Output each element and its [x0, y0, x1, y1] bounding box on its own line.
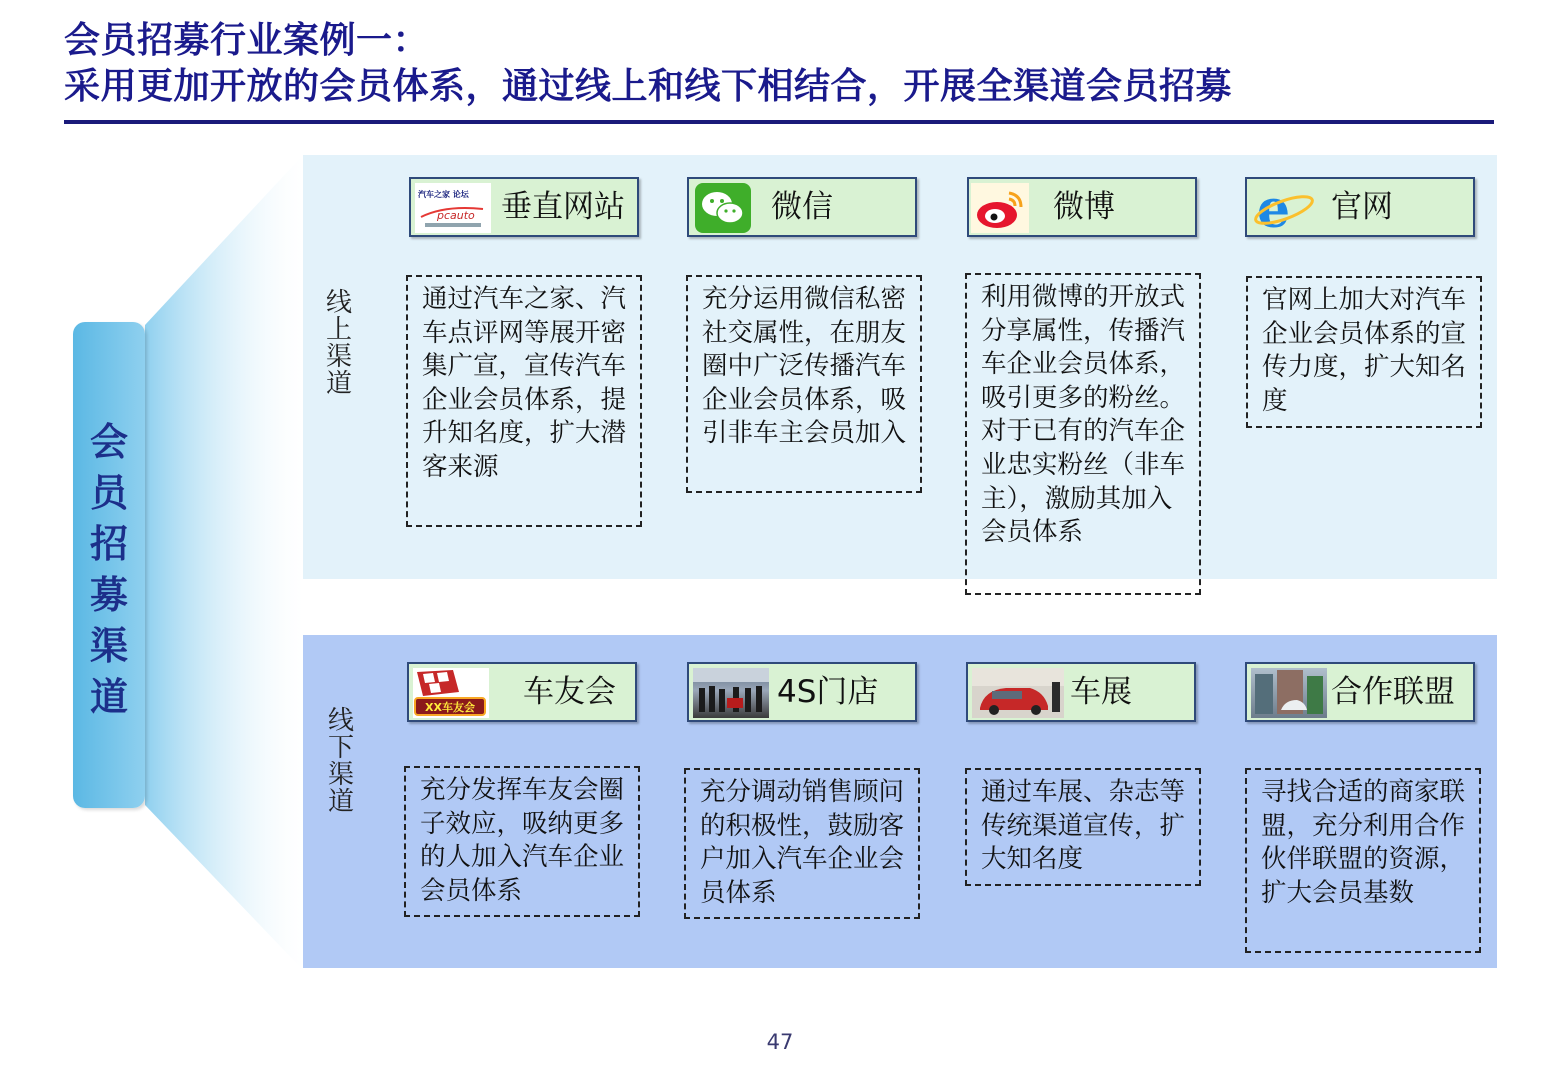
side-char: 员	[89, 471, 128, 515]
channel-desc: 充分运用微信私密社交属性，在朋友圈中广泛传播汽车企业会员体系，吸引非车主会员加入	[686, 275, 922, 493]
channel-name: 微信	[771, 189, 833, 225]
autohome-pcauto-logo-icon	[415, 183, 491, 233]
alliance-store-photo-icon	[1251, 668, 1327, 718]
page-title-line2: 采用更加开放的会员体系，通过线上和线下相结合，开展全渠道会员招募	[64, 66, 1233, 107]
offline-label: 线 下 渠 道	[327, 706, 354, 817]
channel-desc: 通过汽车之家、汽车点评网等展开密集广宣，宣传汽车企业会员体系，提升知名度，扩大潜客来源	[406, 275, 642, 527]
channel-desc: 充分发挥车友会圈子效应，吸纳更多的人加入汽车企业会员体系	[404, 766, 640, 917]
side-char: 招	[89, 522, 128, 566]
page-number: 47	[766, 1030, 794, 1054]
svg-text:XX车友会: XX车友会	[425, 701, 475, 714]
channel-name: 车展	[1070, 674, 1132, 710]
side-char: 募	[89, 573, 128, 617]
channel-desc: 寻找合适的商家联盟，充分利用合作伙伴联盟的资源，扩大会员基数	[1245, 768, 1481, 953]
channel-name: 合作联盟	[1331, 674, 1455, 710]
channel-wechat	[687, 177, 917, 237]
channel-name: 4S门店	[777, 674, 879, 710]
wechat-icon	[695, 183, 751, 233]
channel-alliance	[1245, 662, 1475, 722]
svg-text:pcauto: pcauto	[437, 209, 475, 222]
channel-vertical-site	[409, 177, 639, 237]
side-char: 渠	[89, 624, 128, 668]
channel-desc: 充分调动销售顾问的积极性，鼓励客户加入汽车企业会员体系	[684, 768, 920, 919]
channel-desc: 利用微博的开放式分享属性，传播汽车企业会员体系，吸引更多的粉丝。对于已有的汽车企业忠实粉丝（非车主），激励其加入会员体系	[965, 273, 1201, 595]
svg-text:e: e	[1257, 183, 1291, 233]
channel-desc: 官网上加大对汽车企业会员体系的宣传力度，扩大知名度	[1246, 276, 1482, 428]
channel-name: 官网	[1331, 189, 1393, 225]
side-char: 会	[89, 420, 128, 464]
weibo-icon	[971, 183, 1029, 233]
page-title	[64, 18, 1232, 110]
channel-car-club	[407, 662, 637, 722]
ie-browser-icon	[1251, 183, 1317, 233]
channel-weibo	[967, 177, 1197, 237]
channel-name: 微博	[1053, 189, 1115, 225]
page-title-line1: 会员招募行业案例一：	[64, 20, 430, 61]
member-recruit-channel-label	[73, 322, 145, 808]
channel-name: 车友会	[523, 674, 616, 710]
channel-name: 垂直网站	[501, 189, 625, 225]
channel-auto-show	[966, 662, 1196, 722]
car-club-flag-icon	[413, 668, 489, 718]
online-label: 线 上 渠 道	[325, 288, 352, 399]
channel-desc: 通过车展、杂志等传统渠道宣传，扩大知名度	[965, 768, 1201, 886]
side-char: 道	[89, 675, 128, 719]
channel-official-site	[1245, 177, 1475, 237]
fan-connector	[120, 155, 310, 970]
title-divider	[64, 120, 1494, 124]
4s-store-photo-icon	[693, 668, 769, 718]
auto-show-photo-icon	[972, 668, 1064, 718]
channel-4s-store	[687, 662, 917, 722]
svg-text:汽车之家 论坛: 汽车之家 论坛	[418, 190, 469, 199]
